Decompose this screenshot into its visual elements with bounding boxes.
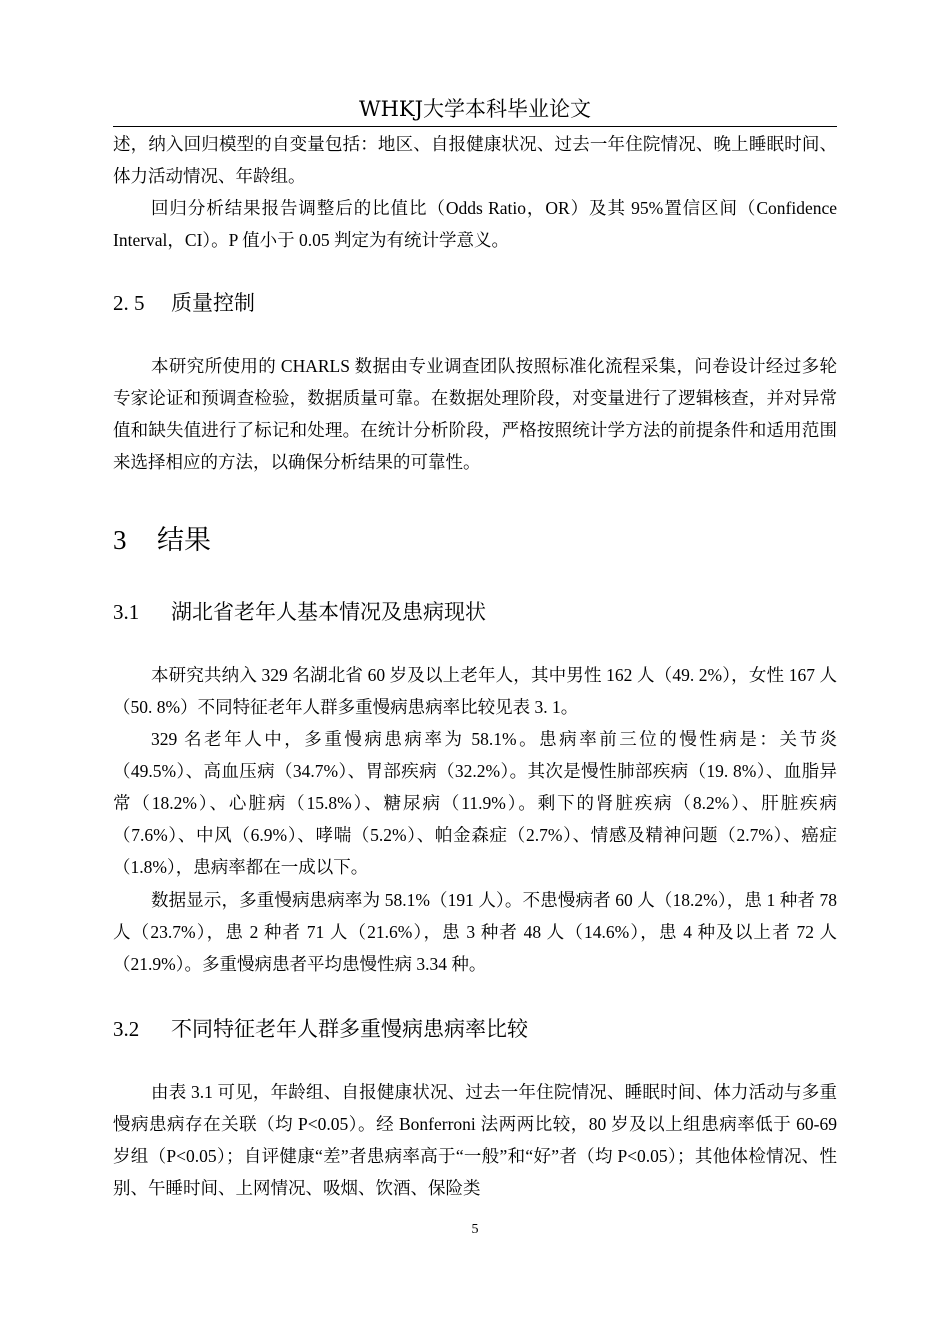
heading-3-1: [113, 597, 486, 627]
heading-3-2: [113, 1014, 528, 1044]
paragraph-continuation: 述，纳入回归模型的自变量包括：地区、自报健康状况、过去一年住院情况、晚上睡眠时间、体力活动情况、年龄组。: [113, 134, 837, 186]
paragraph-3-2-comparison: 由表 3.1 可见，年龄组、自报健康状况、过去一年住院情况、睡眠时间、体力活动与多重慢病患病存在关联（均 P<0.05）。经 Bonferroni 法两两比较，80 岁及以上组患病率低于 60-69 岁组（P<0.05）；自评健康“差”者患病率高于“一般”和“好”者（均 P<0.05）；其他体检情况、性别、午睡时间、上网情况、吸烟、饮酒、保险类: [113, 1082, 837, 1198]
paragraph-odds-ratio: 回归分析结果报告调整后的比值比（Odds Ratio，OR）及其 95%置信区间（Confidence Interval，CI）。P 值小于 0.05 判定为有统计学意义。: [113, 198, 837, 250]
heading-3: [113, 523, 211, 558]
heading-title: 质量控制: [171, 291, 255, 315]
heading-title: 湖北省老年人基本情况及患病现状: [171, 600, 486, 624]
page-number: 5: [471, 1222, 479, 1237]
paragraph-3-1-prevalence: 329 名老年人中，多重慢病患病率为 58.1%。患病率前三位的慢性病是：关节炎（49.5%）、高血压病（34.7%）、胃部疾病（32.2%）。其次是慢性肺部疾病（19. 8%）、血脂异常（18.2%）、心脏病（15.8%）、糖尿病（11.9%）。剩下的肾脏疾病（8.2%）、肝脏疾病（7.6%）、中风（6.9%）、哮喘（5.2%）、帕金森症（2.7%）、情感及精神问题（2.7%）、癌症（1.8%），患病率都在一成以下。: [113, 729, 837, 877]
heading-title: 结果: [157, 525, 211, 556]
paragraph-3-1-sample: 本研究共纳入 329 名湖北省 60 岁及以上老年人，其中男性 162 人（49. 2%），女性 167 人（50. 8%）不同特征老年人群多重慢病患病率比较见表 3. 1。: [113, 665, 837, 717]
running-header: WHKJ大学本科毕业论文: [358, 97, 591, 121]
heading-2-5: [113, 288, 255, 318]
heading-title: 不同特征老年人群多重慢病患病率比较: [171, 1017, 528, 1041]
heading-number: 3: [113, 525, 127, 555]
heading-number: 3.1: [113, 600, 140, 624]
heading-number: 2. 5: [113, 291, 145, 315]
header-rule: [113, 126, 837, 127]
heading-number: 3.2: [113, 1017, 140, 1041]
paragraph-3-1-distribution: 数据显示，多重慢病患病率为 58.1%（191 人）。不患慢病者 60 人（18.2%），患 1 种者 78 人（23.7%），患 2 种者 71 人（21.6%），患 3 种者 48 人（14.6%），患 4 种及以上者 72 人（21.9%）。多重慢病患者平均患慢性病 3.34 种。: [113, 890, 837, 974]
paragraph-quality-control: 本研究所使用的 CHARLS 数据由专业调查团队按照标准化流程采集，问卷设计经过多轮专家论证和预调查检验，数据质量可靠。在数据处理阶段，对变量进行了逻辑核查，并对异常值和缺失值进行了标记和处理。在统计分析阶段，严格按照统计学方法的前提条件和适用范围来选择相应的方法，以确保分析结果的可靠性。: [113, 356, 837, 472]
